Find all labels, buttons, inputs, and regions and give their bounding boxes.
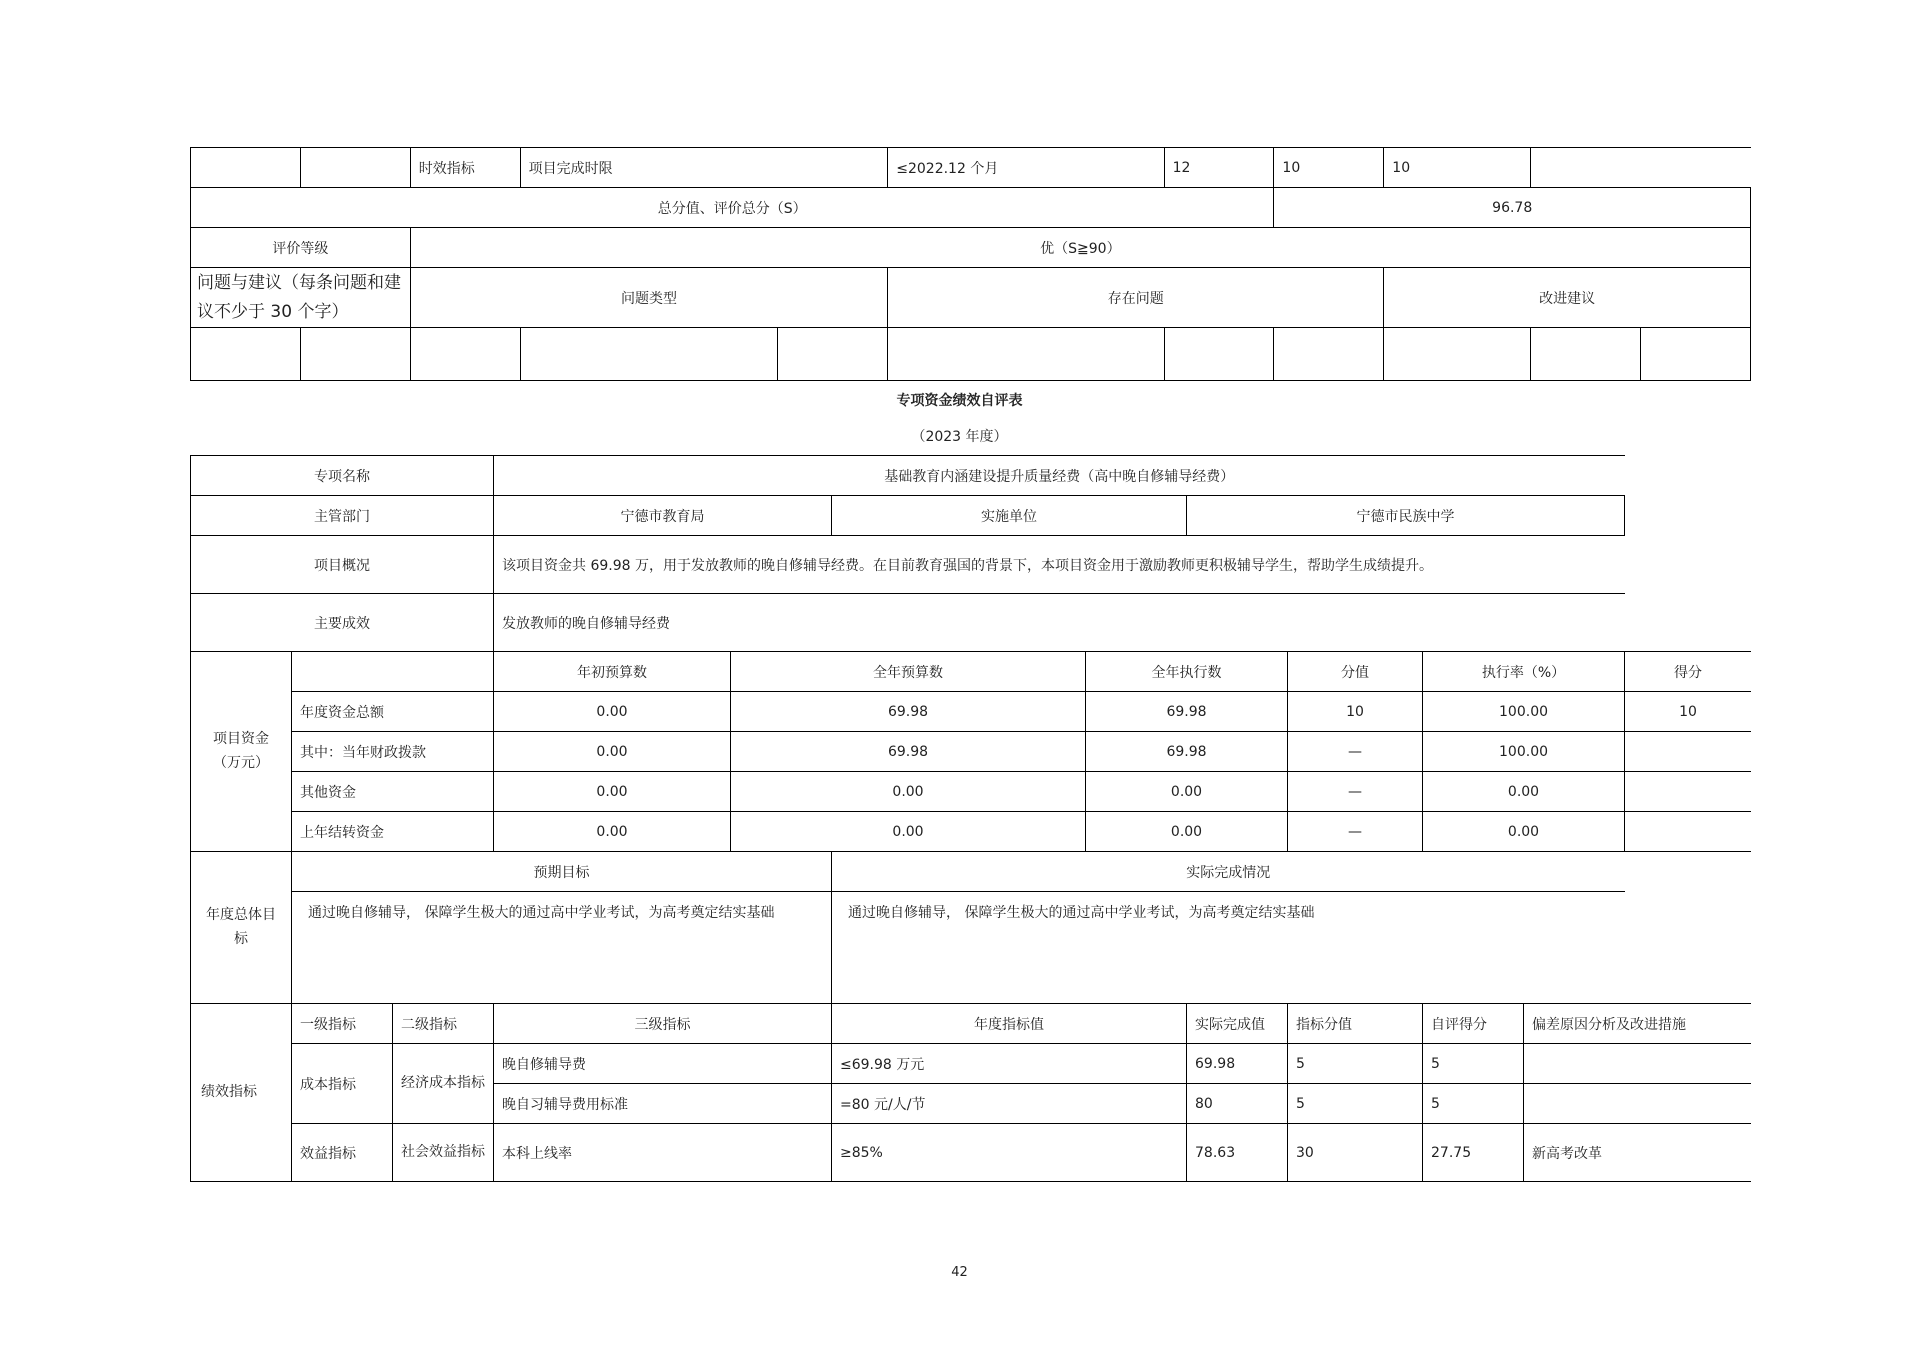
weight-cell: 10: [1274, 148, 1384, 188]
level2-cell: 时效指标: [410, 148, 520, 188]
empty-cell: [1531, 328, 1641, 381]
funds-row-name: 年度资金总额: [292, 692, 494, 732]
perf-header-note: 偏差原因分析及改进措施: [1524, 1004, 1751, 1044]
dept-label: 主管部门: [191, 496, 494, 536]
issue-type-header: 问题类型: [410, 268, 888, 328]
funds-weight: 10: [1288, 692, 1423, 732]
issues-header-row: [191, 268, 1751, 328]
overview-label: 项目概况: [191, 536, 494, 594]
funds-header-score: 得分: [1625, 652, 1751, 692]
issue-exist-header: 存在问题: [888, 268, 1384, 328]
empty-cell: [520, 328, 778, 381]
perf-header-actual: 实际完成值: [1187, 1004, 1288, 1044]
actual-cell: 12: [1164, 148, 1274, 188]
empty-cell: [1384, 328, 1531, 381]
funds-weight: —: [1288, 732, 1423, 772]
impl-value: 宁德市民族中学: [1187, 496, 1625, 536]
funds-row: [191, 732, 1752, 772]
funds-executed: 0.00: [1086, 772, 1288, 812]
actual-goal: 通过晚自修辅导， 保障学生极大的通过高中学业考试，为高考奠定结实基础: [832, 892, 1625, 1004]
funds-row: [191, 812, 1752, 852]
funds-row-name: 其他资金: [292, 772, 494, 812]
grade-value: 优（S≧90）: [410, 228, 1750, 268]
achievement-row: [191, 594, 1752, 652]
overview-value: 该项目资金共 69.98 万，用于发放教师的晚自修辅导经费。在目前教育强国的背景下，本项目资金用于激励教师更积极辅导学生，帮助学生成绩提升。: [494, 536, 1625, 594]
perf-weight: 5: [1288, 1084, 1423, 1124]
funds-initial: 0.00: [494, 772, 731, 812]
grade-row: [191, 228, 1751, 268]
empty-cell: [1641, 328, 1751, 381]
dept-value: 宁德市教育局: [494, 496, 832, 536]
perf-weight: 5: [1288, 1044, 1423, 1084]
perf-score: 27.75: [1423, 1124, 1524, 1182]
funds-row: [191, 692, 1752, 732]
note-cell: [1531, 148, 1751, 188]
empty-cell: [1274, 328, 1384, 381]
perf-header-score: 自评得分: [1423, 1004, 1524, 1044]
perf-header-level1: 一级指标: [292, 1004, 393, 1044]
target-cell: ≤2022.12 个月: [888, 148, 1164, 188]
empty-cell: [300, 328, 410, 381]
empty-cell: [191, 328, 301, 381]
funds-header-initial: 年初预算数: [494, 652, 731, 692]
perf-level1: 成本指标: [292, 1044, 393, 1124]
expected-goal: 通过晚自修辅导， 保障学生极大的通过高中学业考试，为高考奠定结实基础: [292, 892, 832, 1004]
perf-label: 绩效指标: [191, 1004, 292, 1182]
timeliness-row: [191, 148, 1751, 188]
issues-blank-row: [191, 328, 1751, 381]
perf-row: [191, 1124, 1752, 1182]
top-table: [190, 147, 1751, 381]
perf-score: 5: [1423, 1084, 1524, 1124]
perf-header-level3: 三级指标: [494, 1004, 832, 1044]
funds-annual: 69.98: [731, 692, 1086, 732]
score-cell: 10: [1384, 148, 1531, 188]
perf-level2: 社会效益指标: [393, 1124, 494, 1182]
funds-initial: 0.00: [494, 812, 731, 852]
total-row: [191, 188, 1751, 228]
perf-header-row: [191, 1004, 1752, 1044]
perf-level3: 晚自习辅导费用标准: [494, 1084, 832, 1124]
perf-header-level2: 二级指标: [393, 1004, 494, 1044]
empty-cell: [292, 652, 494, 692]
project-name-label: 专项名称: [191, 456, 494, 496]
grade-label: 评价等级: [191, 228, 411, 268]
perf-header-target: 年度指标值: [832, 1004, 1187, 1044]
overview-row: [191, 536, 1752, 594]
perf-actual: 69.98: [1187, 1044, 1288, 1084]
goal-content-row: [191, 892, 1752, 1004]
funds-initial: 0.00: [494, 732, 731, 772]
empty-cell: [1164, 328, 1274, 381]
form-title: 专项资金绩效自评表: [896, 393, 1023, 409]
funds-rate: 0.00: [1423, 772, 1625, 812]
project-name-value: 基础教育内涵建设提升质量经费（高中晚自修辅导经费）: [494, 456, 1625, 496]
empty-cell: [778, 328, 888, 381]
funds-header-rate: 执行率（%）: [1423, 652, 1625, 692]
empty-cell: [191, 148, 301, 188]
funds-header-annual: 全年预算数: [731, 652, 1086, 692]
funds-annual: 69.98: [731, 732, 1086, 772]
funds-row: [191, 772, 1752, 812]
achievement-value: 发放教师的晚自修辅导经费: [494, 594, 1625, 652]
perf-target: =80 元/人/节: [832, 1084, 1187, 1124]
perf-actual: 78.63: [1187, 1124, 1288, 1182]
total-value: 96.78: [1274, 188, 1751, 228]
impl-label: 实施单位: [832, 496, 1187, 536]
funds-initial: 0.00: [494, 692, 731, 732]
funds-label: 项目资金（万元）: [191, 652, 292, 852]
issues-label: 问题与建议（每条问题和建议不少于 30 个字）: [191, 268, 411, 328]
funds-score: [1625, 812, 1751, 852]
funds-weight: —: [1288, 812, 1423, 852]
funds-rate: 0.00: [1423, 812, 1625, 852]
perf-note: [1524, 1084, 1751, 1124]
funds-header-weight: 分值: [1288, 652, 1423, 692]
perf-score: 5: [1423, 1044, 1524, 1084]
page-number: 42: [951, 1265, 968, 1280]
funds-header-row: [191, 652, 1752, 692]
perf-target: ≥85%: [832, 1124, 1187, 1182]
actual-label: 实际完成情况: [832, 852, 1625, 892]
total-label: 总分值、评价总分（S）: [191, 188, 1274, 228]
issue-suggest-header: 改进建议: [1384, 268, 1751, 328]
project-name-row: [191, 456, 1752, 496]
perf-level1: 效益指标: [292, 1124, 393, 1182]
perf-level3: 晚自修辅导费: [494, 1044, 832, 1084]
funds-rate: 100.00: [1423, 692, 1625, 732]
level3-cell: 项目完成时限: [520, 148, 888, 188]
main-table: [190, 455, 1751, 1182]
perf-note: [1524, 1044, 1751, 1084]
funds-executed: 69.98: [1086, 692, 1288, 732]
funds-annual: 0.00: [731, 812, 1086, 852]
funds-executed: 0.00: [1086, 812, 1288, 852]
goal-header-row: [191, 852, 1752, 892]
funds-rate: 100.00: [1423, 732, 1625, 772]
perf-note: 新高考改革: [1524, 1124, 1751, 1182]
empty-cell: [888, 328, 1164, 381]
perf-row: [191, 1044, 1752, 1084]
perf-weight: 30: [1288, 1124, 1423, 1182]
funds-header-executed: 全年执行数: [1086, 652, 1288, 692]
form-subtitle: （2023 年度）: [911, 429, 1008, 445]
empty-cell: [410, 328, 520, 381]
funds-score: 10: [1625, 692, 1751, 732]
perf-level3: 本科上线率: [494, 1124, 832, 1182]
achievement-label: 主要成效: [191, 594, 494, 652]
perf-actual: 80: [1187, 1084, 1288, 1124]
perf-target: ≤69.98 万元: [832, 1044, 1187, 1084]
perf-level2: 经济成本指标: [393, 1044, 494, 1124]
funds-annual: 0.00: [731, 772, 1086, 812]
funds-row-name: 其中：当年财政拨款: [292, 732, 494, 772]
funds-score: [1625, 732, 1751, 772]
expected-label: 预期目标: [292, 852, 832, 892]
funds-weight: —: [1288, 772, 1423, 812]
goal-label: 年度总体目标: [191, 852, 292, 1004]
dept-row: [191, 496, 1752, 536]
funds-executed: 69.98: [1086, 732, 1288, 772]
perf-header-weight: 指标分值: [1288, 1004, 1423, 1044]
empty-cell: [300, 148, 410, 188]
funds-score: [1625, 772, 1751, 812]
funds-row-name: 上年结转资金: [292, 812, 494, 852]
